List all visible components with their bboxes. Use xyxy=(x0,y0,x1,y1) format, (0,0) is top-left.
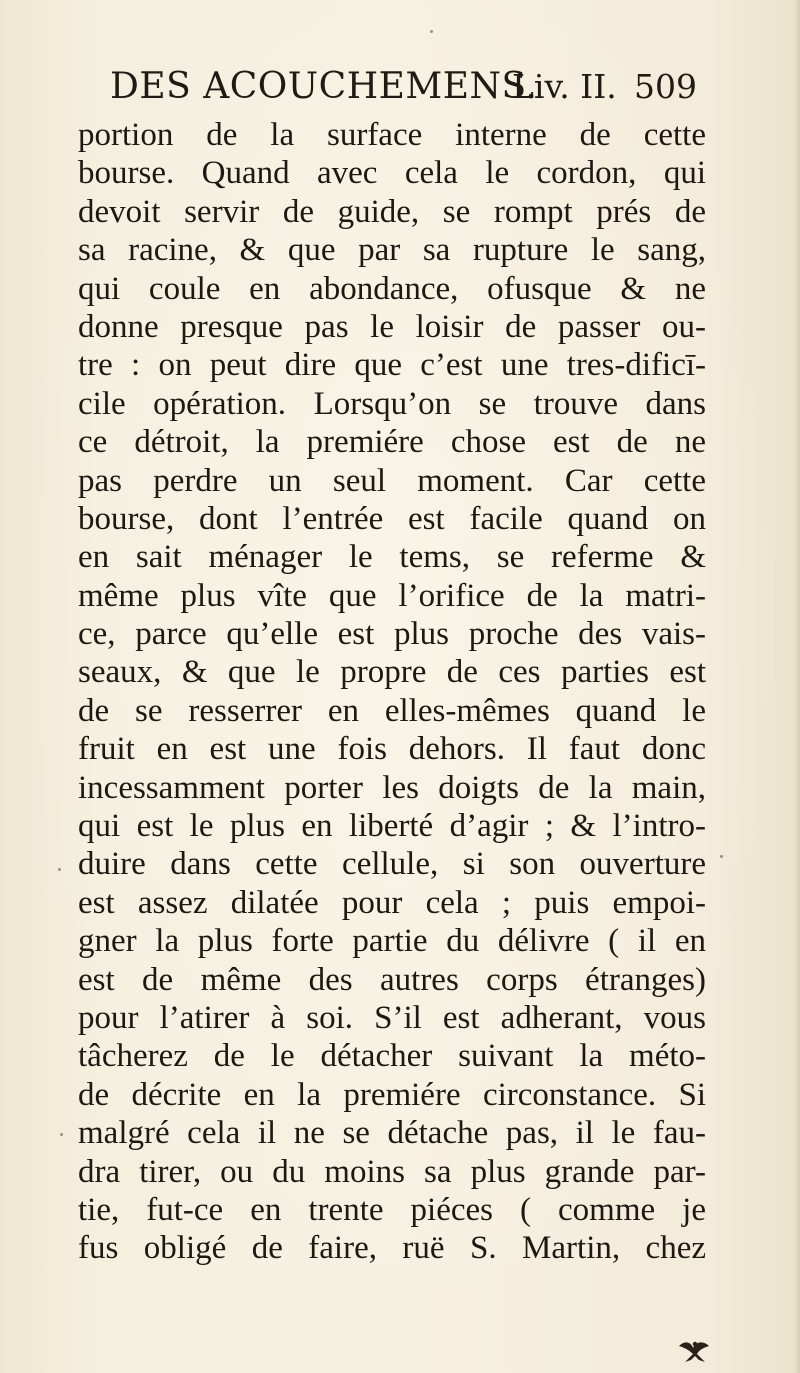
text-line: incessamment porter les doigts de la main, xyxy=(78,769,706,806)
text-line: fruit en est une fois dehors. Il faut donc xyxy=(78,731,706,768)
text-line: qui coule en abondance, ofusque & ne xyxy=(78,270,706,307)
page-edge-shadow xyxy=(794,0,800,1373)
text-line: bourse, dont l’entrée est facile quand on xyxy=(78,500,706,537)
text-line: fus obligé de faire, ruë S. Martin, chez xyxy=(78,1230,706,1267)
paper-speck xyxy=(720,855,723,858)
text-line: tâcherez de le détacher suivant la méto- xyxy=(78,1038,706,1075)
text-line: tre : on peut dire que c’est une tres-dificī- xyxy=(78,347,706,384)
text-line: pas perdre un seul moment. Car cette xyxy=(78,462,706,499)
book-number: Liv. II. xyxy=(512,67,617,106)
text-line: donne presque pas le loisir de passer ou- xyxy=(78,308,706,345)
text-line: seaux, & que le propre de ces parties est xyxy=(78,654,706,691)
text-line: dra tirer, ou du moins sa plus grande par- xyxy=(78,1153,706,1190)
text-line: sa racine, & que par sa rupture le sang, xyxy=(78,232,706,269)
text-line: gner la plus forte partie du délivre ( il en xyxy=(78,923,706,960)
running-header xyxy=(110,62,710,112)
text-line: pour l’atirer à soi. S’il est adherant, vous xyxy=(78,999,706,1036)
text-line: devoit servir de guide, se rompt prés de xyxy=(78,193,706,230)
running-title: DES ACOUCHEMENS. xyxy=(110,66,538,107)
text-line: qui est le plus en liberté d’agir ; & l’intro- xyxy=(78,808,706,845)
text-line: portion de la surface interne de cette xyxy=(78,117,706,153)
text-line: de décrite en la premiére circonstance. Si xyxy=(78,1076,706,1113)
fleuron-icon xyxy=(675,1336,715,1366)
text-line: cile opération. Lorsqu’on se trouve dans xyxy=(78,385,706,422)
text-line: de se resserrer en elles-mêmes quand le xyxy=(78,692,706,729)
text-line: en sait ménager le tems, se referme & xyxy=(78,539,706,576)
paper-speck xyxy=(430,30,433,33)
text-line: est de même des autres corps étranges) xyxy=(78,961,706,998)
page-number: 509 xyxy=(634,67,697,106)
text-line: bourse. Quand avec cela le cordon, qui xyxy=(78,155,706,192)
body-text xyxy=(78,116,706,1268)
text-line: ce détroit, la premiére chose est de ne xyxy=(78,424,706,461)
text-line: duire dans cette cellule, si son ouverture xyxy=(78,846,706,883)
text-line: ce, parce qu’elle est plus proche des vais- xyxy=(78,616,706,653)
text-line: même plus vîte que l’orifice de la matri- xyxy=(78,577,706,614)
text-line: tie, fut-ce en trente piéces ( comme je xyxy=(78,1191,706,1228)
paper-speck xyxy=(60,1133,63,1136)
text-line: malgré cela il ne se détache pas, il le fau- xyxy=(78,1115,706,1152)
paper-speck xyxy=(58,868,61,871)
text-line: est assez dilatée pour cela ; puis empoi- xyxy=(78,884,706,921)
